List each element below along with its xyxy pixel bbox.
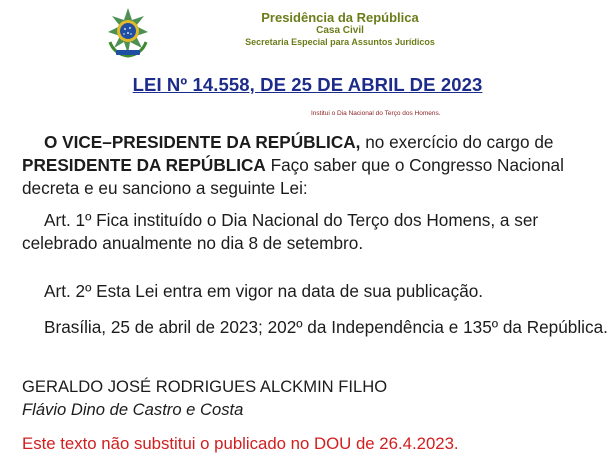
law-title-link[interactable]: LEI Nº 14.558, DE 25 DE ABRIL DE 2023 bbox=[132, 74, 483, 95]
preamble-paragraph bbox=[22, 131, 612, 200]
closing-paragraph bbox=[22, 316, 612, 339]
secretariat-name: Secretaria Especial para Assuntos Jurídicos bbox=[245, 37, 435, 47]
document-header bbox=[0, 0, 615, 66]
preamble-president: PRESIDENTE DA REPÚBLICA bbox=[22, 155, 266, 175]
article-1 bbox=[22, 209, 612, 255]
brazil-coat-of-arms-icon bbox=[104, 6, 152, 58]
law-ementa-link[interactable]: Institui o Dia Nacional do Terço dos Homens. bbox=[311, 110, 441, 117]
article-2 bbox=[22, 280, 612, 303]
preamble-text-1: no exercício do cargo de bbox=[360, 132, 554, 152]
article-1-text: Art. 1º Fica instituído o Dia Nacional do Terço dos Homens, a ser celebrado anualmente no dia 8 de setembro. bbox=[22, 210, 539, 253]
preamble-vice-president: O VICE–PRESIDENTE DA REPÚBLICA, bbox=[44, 132, 361, 152]
header-titles bbox=[220, 10, 460, 48]
dou-disclaimer: Este texto não substitui o publicado no DOU de 26.4.2023. bbox=[22, 434, 459, 453]
article-2-text: Art. 2º Esta Lei entra em vigor na data de sua publicação. bbox=[44, 281, 484, 301]
signature-vice-president: GERALDO JOSÉ RODRIGUES ALCKMIN FILHO bbox=[22, 377, 388, 396]
preamble-text-2: Faço saber que o Congresso Nacional decreta e eu sanciono a seguinte Lei: bbox=[22, 155, 564, 198]
presidency-name: Presidência da República bbox=[261, 10, 419, 25]
signature-minister: Flávio Dino de Castro e Costa bbox=[22, 400, 244, 419]
casa-civil-name: Casa Civil bbox=[316, 25, 364, 36]
closing-text: Brasília, 25 de abril de 2023; 202º da Independência e 135º da República. bbox=[44, 317, 608, 337]
